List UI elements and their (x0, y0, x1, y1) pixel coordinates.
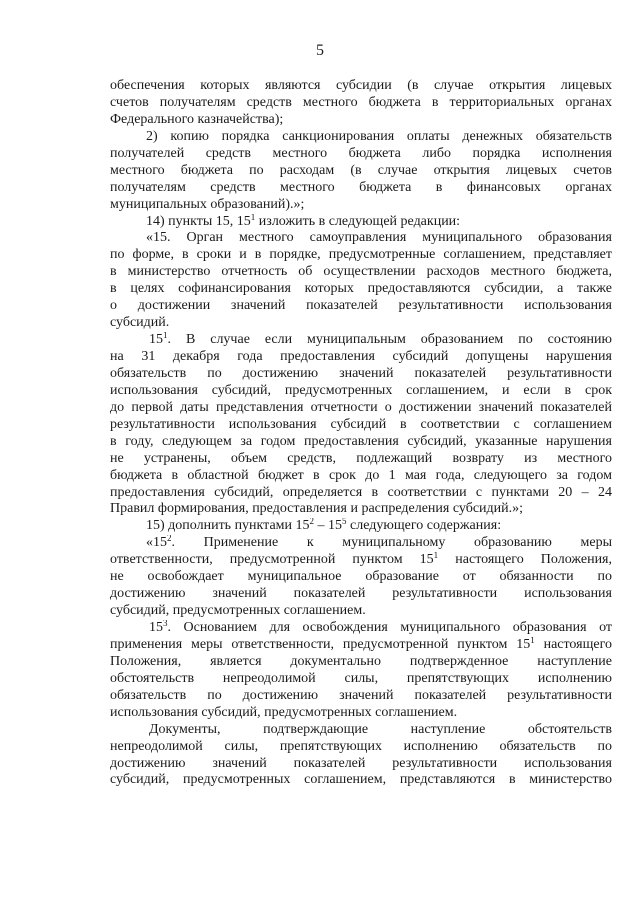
text-line: результативности использования субсидий в соответствии с соглашением (110, 416, 612, 432)
text-line: ответственности, предусмотренной пунктом $15^1$ настоящего Положения, (110, 552, 612, 568)
text-line: по форме, в сроки и в порядке, предусмотренные соглашением, представляет (110, 247, 612, 263)
text-line: получателей средств местного бюджета либо порядка исполнения (110, 145, 612, 161)
text-line: местного бюджета по расходам (в случае открытия лицевых счетов (110, 162, 612, 178)
text-line: $15^3$. Основанием для освобождения муниципального образования от (149, 620, 612, 635)
text-line: на 31 декабря года предоставления субсидий допущены нарушения (110, 349, 612, 364)
text-line: Документы, подтверждающие наступление обстоятельств (149, 721, 612, 737)
text-line: «15. Орган местного самоуправления муниципального образования (146, 230, 612, 246)
text-line: о достижении значений показателей результативности использования (110, 298, 612, 314)
text-line: обязательств по достижению значений показателей результативности (110, 365, 612, 381)
text-line: субсидий. (110, 315, 170, 331)
text-line: Положения, является документально подтвержденное наступление (110, 653, 612, 669)
text-line: субсидий, предусмотренных соглашением. (110, 603, 366, 619)
text-line: предоставления субсидий, определяется в соответствии с пунктами 20 – 24 (110, 484, 612, 500)
text-line: использования субсидий, предусмотренных соглашением. (110, 704, 458, 720)
text-line: 2) копию порядка санкционирования оплаты денежных обязательств (146, 128, 612, 144)
text-line: обеспечения которых являются субсидии (в случае открытия лицевых (110, 78, 612, 93)
text-line: счетов получателям средств местного бюджета в территориальных органах (110, 94, 612, 110)
text-line: не устранены, объем средств, подлежащий возврату из местного (110, 450, 612, 466)
text-line: применения меры ответственности, предусмотренной пунктом $15^1$ настоящего (110, 636, 612, 652)
text-line: в целях софинансирования которых предоставляются субсидии, а также (110, 281, 612, 297)
document-body (110, 78, 612, 789)
text-line: непреодолимой силы, препятствующих исполнению обязательств по (110, 738, 612, 754)
text-line: Федерального казначейства); (110, 111, 284, 127)
text-line: использования субсидий, предусмотренных соглашением, и если в срок (110, 382, 612, 398)
text-line: 15) дополнить пунктами $15^2 - 15^5$ следующего содержания: (146, 518, 502, 534)
text-line: обязательств по достижению значений показателей результативности (110, 687, 612, 703)
text-line: не освобождает муниципальное образование от обязанности по (110, 569, 612, 585)
text-line: получателям средств местного бюджета в финансовых органах (110, 179, 612, 195)
text-line: обстоятельств непреодолимой силы, препятствующих исполнению (110, 670, 612, 686)
page-number: 5 (316, 42, 324, 59)
text-line: Правил формирования, предоставления и распределения субсидий.»; (110, 501, 524, 517)
text-line: достижению значений показателей результативности использования (110, 755, 612, 771)
text-line: «$15^2$. Применение к муниципальному образованию меры (146, 535, 612, 551)
text-line: $15^1$. В случае если муниципальным образованием по состоянию (149, 332, 612, 348)
text-line: бюджета в областной бюджет в срок до 1 мая года, следующего за годом (110, 467, 612, 483)
text-line: субсидий, предусмотренных соглашением, представляются в министерство (110, 772, 612, 788)
text-line: до первой даты представления отчетности о достижении значений показателей (110, 399, 612, 415)
text-line: 14) пункты 15, $15^1$ изложить в следующей редакции: (146, 213, 461, 229)
text-line: в году, следующем за годом предоставления субсидий, указанные нарушения (110, 433, 612, 449)
text-line: муниципальных образований).»; (110, 196, 305, 212)
text-line: достижению значений показателей результативности использования (110, 586, 612, 602)
text-line: в министерство отчетность об осуществлении расходов местного бюджета, (110, 264, 612, 280)
